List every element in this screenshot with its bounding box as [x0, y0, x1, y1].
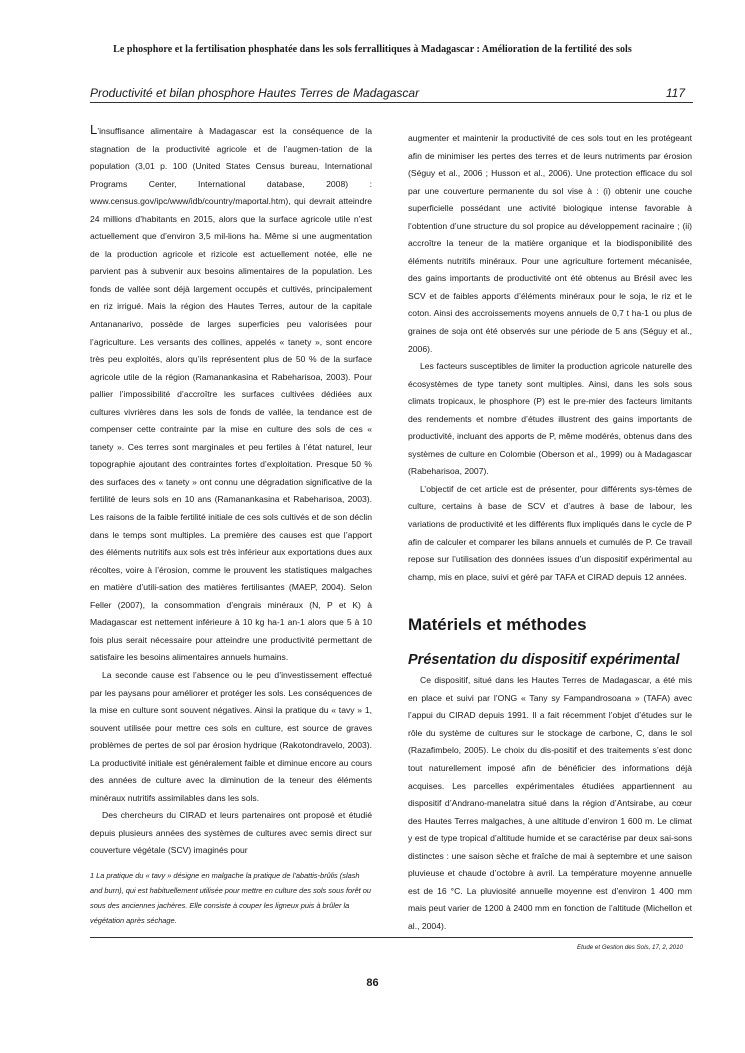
intro-paragraph-text: ’insuffisance alimentaire à Madagascar est la conséquence de la stagnation de la productivité agricole et de l’augmen-tation de la population (3,01 p. 100 (United States Census bureau, International Programs Center, International database, 2008) : www.census.gov/ipc/www/idb/country/maportal.htm), qui devrait atteindre 24 millions d’habitants en 2015, alors que la surface agricole utile n’est actuellement que d’environ 3,5 mil-lions ha. Même si une augmentation de la production agricole et rizicole est actuellement notée, elle ne parvient pas à subvenir aux besoins alimentaires de la population. Les fonds de vallée sont déjà largement occupés et cultivés, principalement en riz irrigué. Mais la région des Hautes Terres, autour de la capitale Antananarivo, possède de larges superficies peu valorisées pour l’agriculture. Les versants des collines, appelés « tanety », sont encore très peu exploités, alors qu’ils représentent plus de 50 % de la surface agricole utile de la région (Ramanankasina et Rabeharisoa, 2003). Pour pallier l’impossibilité d’accroître les surfaces cultivées dédiées aux cultures vivrières dans les sols de fonds de vallée, la tendance est de compenser cette contrainte par la mise en culture des sols de ces « tanety ». Ces terres sont marginales et peu fertiles à l’état naturel, leur topographie ajoutant des contraintes fortes d’exploitation. Presque 50 % des surfaces des « tanety » ont connu une dégradation significative de la fertilité de leurs sols en 10 ans (Ramanankasina et Rabeharisoa, 2003). Les raisons de la faible fertilité initiale de ces sols cultivés et de son déclin dans le temps sont multiples. La première des causes est que l’apport des éléments nutritifs aux sols est très inférieur aux exportations dues aux récoltes, voire à l’érosion, comme le prouvent les statistiques malgaches en matière d’utili-sation des matières fertilisantes (MAEP, 2004). Selon Feller (2007), la consommation d’engrais minéraux (N, P et K) à Madagascar est nettement inférieure à 10 kg ha-1 an-1 alors que 5 à 10 fois plus serait nécessaire pour atteindre une productivité permettant de satisfaire les besoins alimentaires annuels humains.: [90, 126, 372, 663]
running-title: Le phosphore et la fertilisation phosphatée dans les sols ferrallitiques à Madagascar : Amélioration de la fertilité des sols: [113, 44, 632, 55]
journal-citation: Etude et Gestion des Sols, 17, 2, 2010: [577, 944, 683, 951]
drop-cap: L: [90, 122, 98, 137]
footnote: 1 La pratique du « tavy » désigne en malgache la pratique de l’abattis-brûlis (slash and burn), qui est habituellement utilisée pour mettre en culture des sols sous forêt ou sous des anciennes jachères. Elle consiste à couper les ligneux puis à brûler la végétation après séchage.: [90, 871, 372, 925]
footer-divider: [90, 937, 693, 938]
objective-paragraph: L’objectif de cet article est de présenter, pour différents sys-tèmes de culture, certains à base de SCV et d’autres à base de labour, les variations de productivité et les différents flux impliqués dans le cycle de P afin de calculer et comparer les bilans annuels et cumulés de P. Ce travail repose sur l’utilisation des données issues d’un dispositif expérimental au champ, mis en place, suivi et géré par TAFA et CIRAD depuis 12 années.: [408, 483, 692, 582]
left-column: [90, 121, 372, 860]
scv-intro-paragraph: Des chercheurs du CIRAD et leurs partenaires ont proposé et étudié depuis plusieurs années des systèmes de cultures avec semis direct sur couverture végétale (SCV) imaginés pour: [90, 810, 372, 856]
page-number: 86: [366, 977, 379, 989]
right-column: [408, 130, 692, 935]
intro-paragraph: [90, 121, 372, 667]
setup-subheading: Présentation du dispositif expérimental: [408, 652, 680, 669]
section-page-number: 117: [665, 86, 685, 100]
section-header: [90, 86, 693, 103]
methods-heading: Matériels et méthodes: [408, 615, 587, 635]
scv-continued-paragraph: augmenter et maintenir la productivité de ces sols tout en les protégeant afin de minimiser les pertes des terres et de leurs nutriments par érosion (Séguy et al., 2006 ; Husson et al., 2006). Une protection efficace du sol par une couverture permanente du sol vise à : (i) obtenir une couche superficielle possédant une activité biologique intense favorable à l’obtention d’une structure du sol propice au développement racinaire ; (ii) accroître la teneur de la matière organique et la biodisponibilité des éléments nutritifs minéraux. Pour une agriculture fortement mécanisée, des gains importants de productivité ont été obtenus au Brésil avec les SCV et de faibles apports d’éléments minéraux pour le soja, le riz et le coton. Ainsi des accroissements moyens annuels de 0,7 t ha-1 ou plus de graines de soja ont été observés sur une période de 5 ans (Séguy et al., 2006).: [408, 133, 692, 354]
setup-paragraph: Ce dispositif, situé dans les Hautes Terres de Madagascar, a été mis en place et suivi par l’ONG « Tany sy Fampandrosoana » (TAFA) avec l’appui du CIRAD depuis 1991. Il a fait récemment l’objet d’études sur le rôle du système de cultures sur le stockage de carbone, C, dans le sol (Razafimbelo, 2005). Le choix du dis-positif et des traitements s’est donc tout naturellement imposé afin de bénéficier des informations déjà acquises. Les parcelles expérimentales étudiées appartiennent au dispositif d’Andrano-manelatra situé dans la région d’Antsirabe, au cœur des Hautes Terres malgaches, à une altitude d’environ 1 600 m. Le climat y est de type tropical d’altitude humide et se caractérise par deux sai-sons distinctes : une saison sèche et fraîche de mai à septembre et une saison pluvieuse et chaude d’octobre à avril. La température moyenne annuelle est de 16 °C. La pluviosité annuelle moyenne est d’environ 1 400 mm mais peut varier de 1200 à 2400 mm en fonction de l’altitude (Michellon et al., 2004).: [408, 675, 692, 931]
limiting-factors-paragraph: Les facteurs susceptibles de limiter la production agricole naturelle des écosystèmes de type tanety sont multiples. Ainsi, dans les sols sous climats tropicaux, le phosphore (P) est le pre-mier des facteurs limitants des rendements et nombre d’études illustrent des gains importants de productivité, incluant des apports de P, même modérés, obtenus dans des systèmes de culture en Colombie (Oberson et al., 1999) ou à Madagascar (Rabeharisoa, 2007).: [408, 361, 692, 477]
section-title: Productivité et bilan phosphore Hautes Terres de Madagascar: [90, 86, 420, 100]
second-cause-paragraph: La seconde cause est l’absence ou le peu d’investissement effectué par les paysans pour améliorer et protéger les sols. Les conséquences de la mise en culture sont souvent négatives. Ainsi la pratique du « tavy » 1, souvent utilisée pour mettre ces sols en culture, est source de graves problèmes de pertes de sol par érosion hydrique (Rakotondravelo, 2003). La productivité initiale est généralement faible et diminue encore au cours des années de culture avec la diminution de la teneur des éléments minéraux nutritifs assimilables dans les sols.: [90, 669, 372, 803]
